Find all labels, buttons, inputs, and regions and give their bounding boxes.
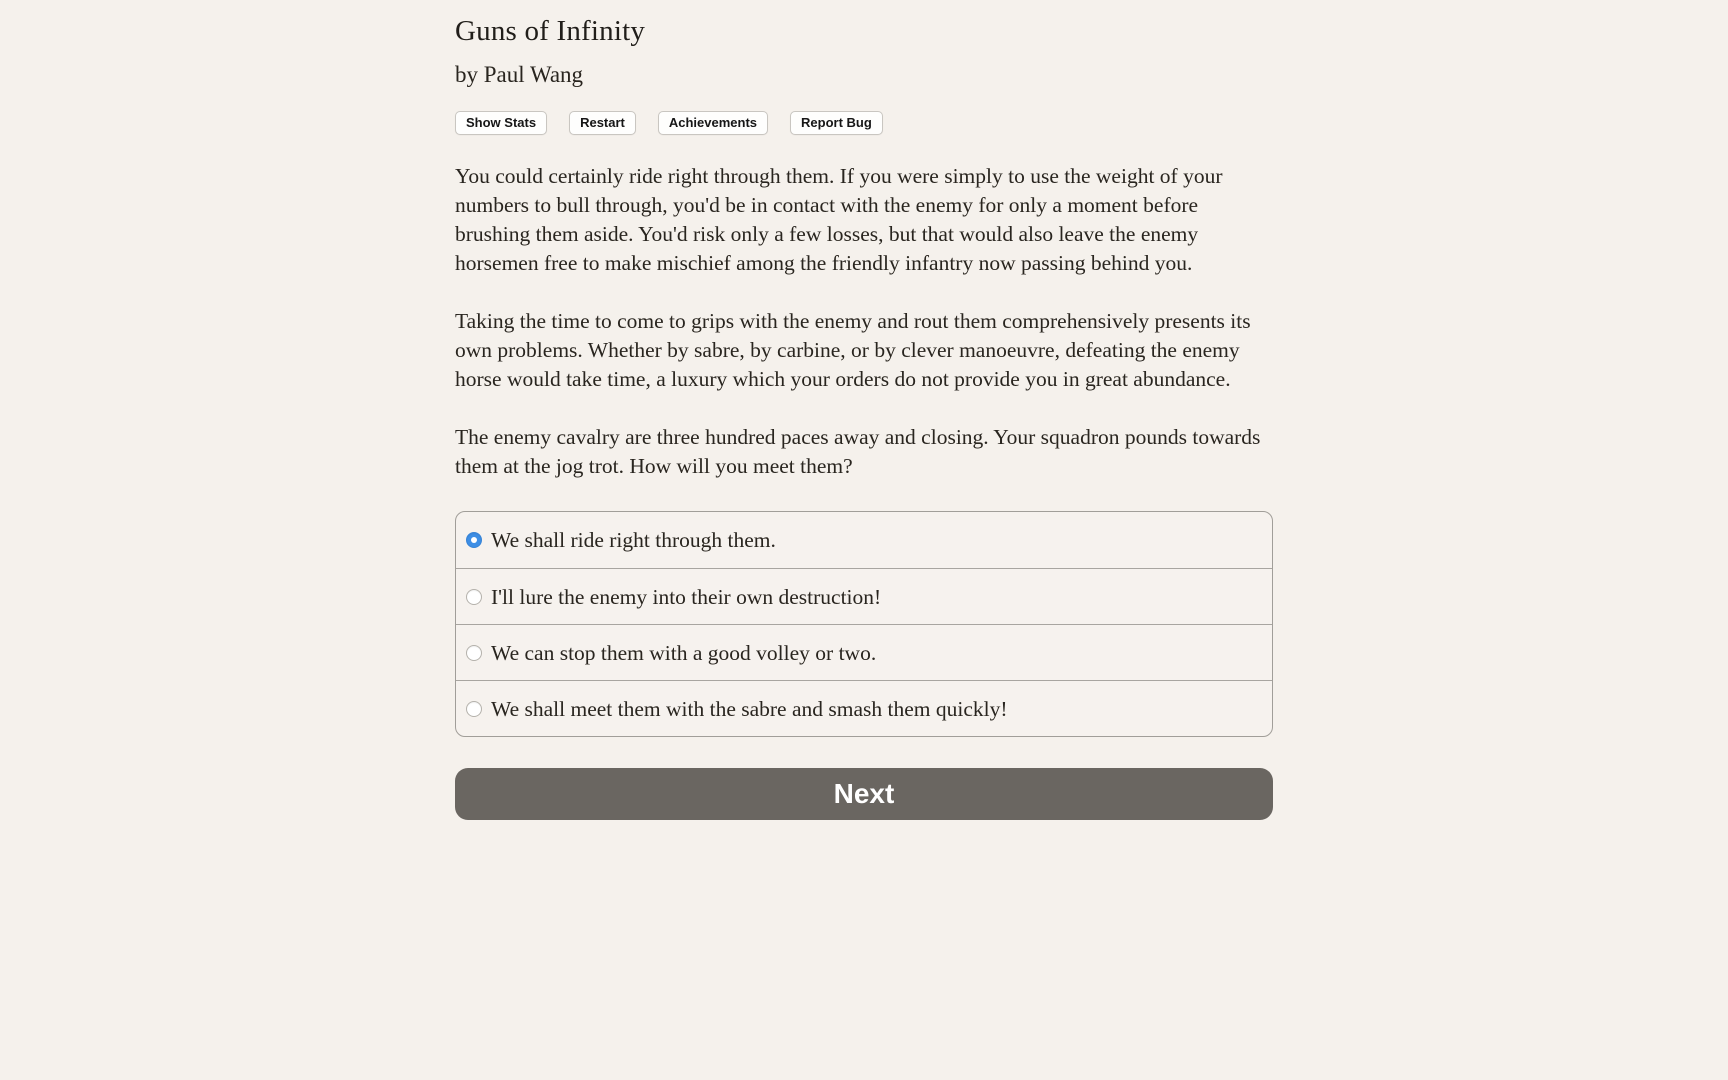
story-paragraph: The enemy cavalry are three hundred paces away and closing. Your squadron pounds towards them at the jog trot. How will you meet them? <box>455 425 1261 478</box>
choice-option-3[interactable] <box>456 624 1272 680</box>
choice-radio-icon[interactable] <box>466 701 482 717</box>
story-text <box>455 162 1273 481</box>
choice-option-2[interactable] <box>456 568 1272 624</box>
story-paragraph: Taking the time to come to grips with the enemy and rout them comprehensively presents its own problems. Whether by sabre, by carbine, or by clever manoeuvre, defeating the enemy horse would take time, a luxury which your orders do not provide you in great abundance. <box>455 309 1251 391</box>
story-paragraph: You could certainly ride right through them. If you were simply to use the weight of your numbers to bull through, you'd be in contact with the enemy for only a moment before brushing them aside. You'd risk only a few losses, but that would also leave the enemy horsemen free to make mischief among the friendly infantry now passing behind you. <box>455 164 1223 275</box>
choice-label: I'll lure the enemy into their own destruction! <box>491 584 882 609</box>
choice-radio-icon[interactable] <box>466 589 482 605</box>
choice-option-1[interactable] <box>456 512 1272 568</box>
story-page <box>455 0 1273 820</box>
choice-radio-icon[interactable] <box>466 645 482 661</box>
choice-label: We can stop them with a good volley or two. <box>491 640 877 665</box>
page-author: by Paul Wang <box>455 62 584 87</box>
restart-button[interactable]: Restart <box>569 111 636 135</box>
choices-box <box>455 511 1273 737</box>
toolbar <box>455 111 1273 135</box>
show-stats-button[interactable]: Show Stats <box>455 111 547 135</box>
choice-label: We shall ride right through them. <box>491 528 776 552</box>
report-bug-button[interactable]: Report Bug <box>790 111 883 135</box>
choice-label: We shall meet them with the sabre and smash them quickly! <box>491 696 1008 721</box>
choice-option-4[interactable] <box>456 680 1272 736</box>
choice-radio-icon[interactable] <box>466 532 482 548</box>
achievements-button[interactable]: Achievements <box>658 111 768 135</box>
next-button[interactable]: Next <box>455 768 1273 820</box>
page-title: Guns of Infinity <box>455 15 646 47</box>
